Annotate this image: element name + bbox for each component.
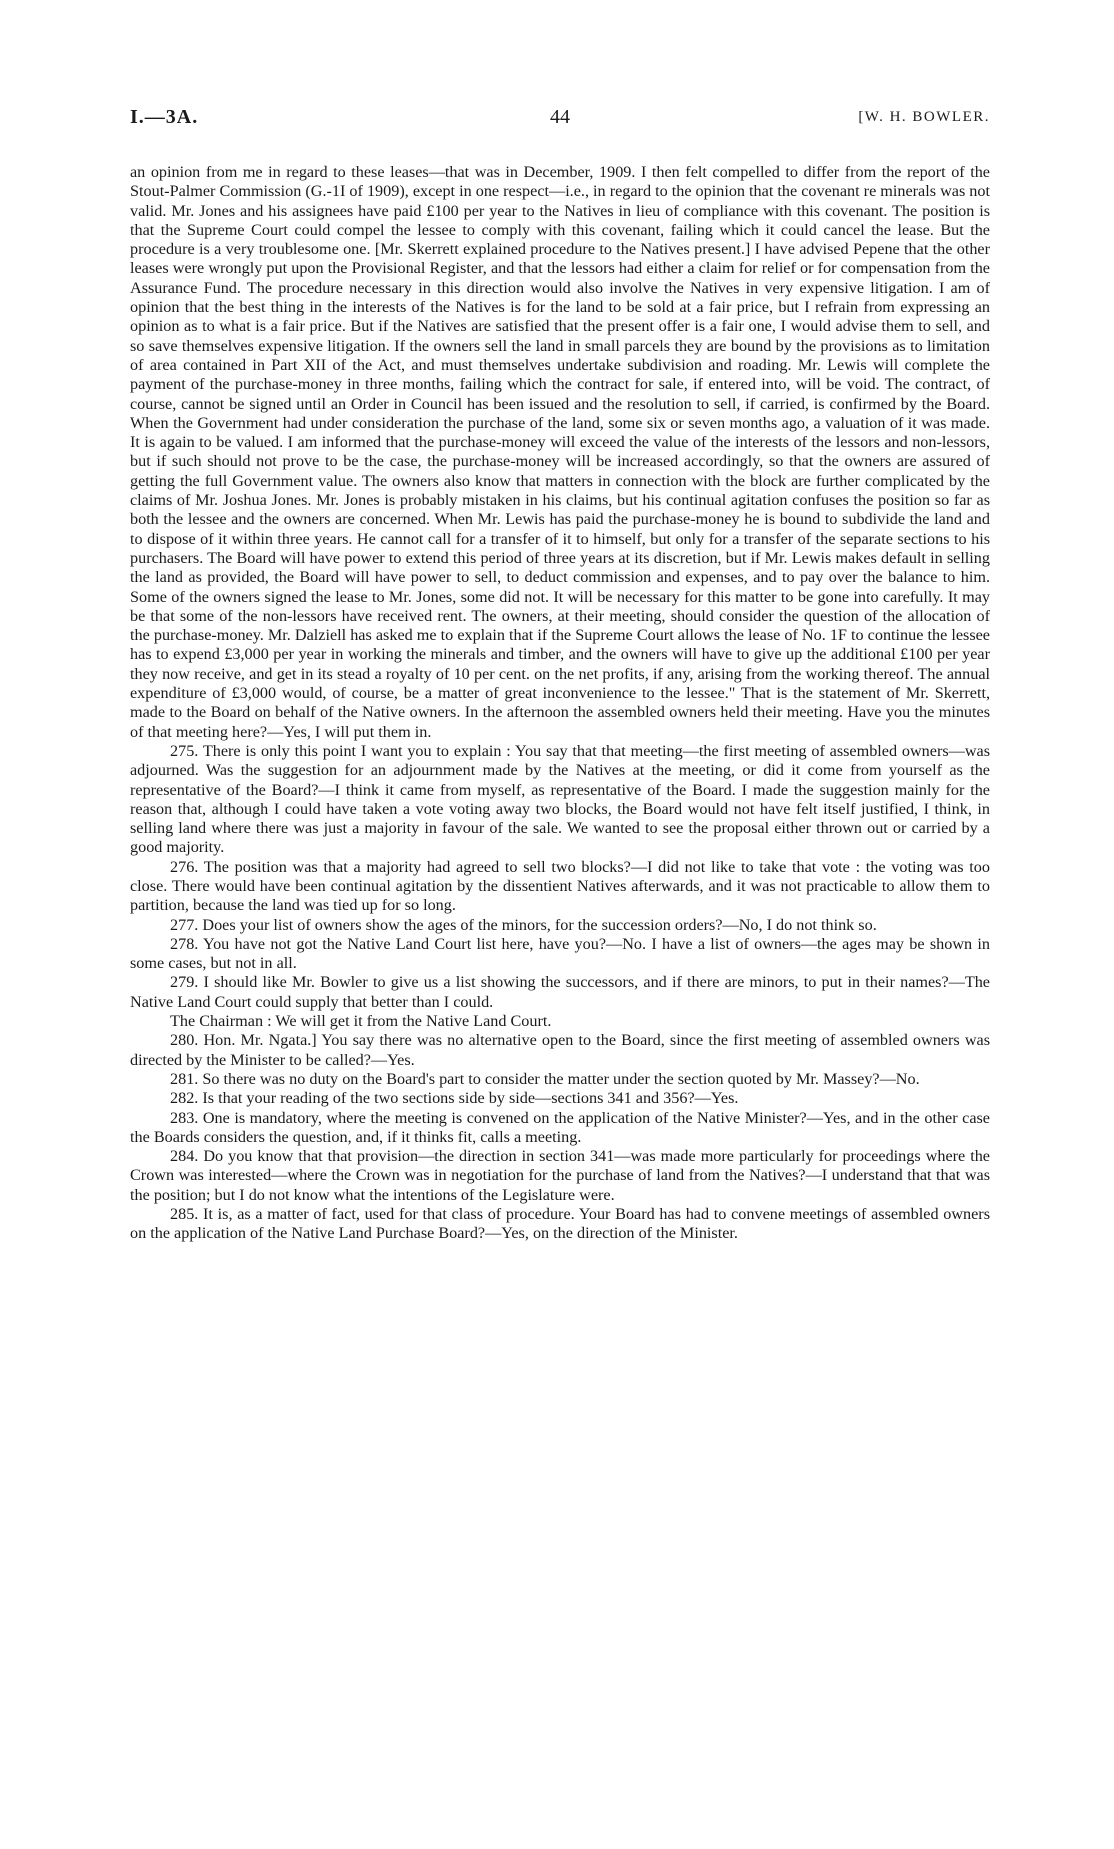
question-282: 282. Is that your reading of the two sections side by side—sections 341 and 356?—Yes. (170, 1089, 739, 1108)
statement-continuation: an opinion from me in regard to these leases—that was in December, 1909. I then felt compelled to differ from the report of the Stout-Palmer Commission (G.-1I of 1909), except in one respect—i.e., in regard to the opinion that the covenant re minerals was not valid. Mr. Jones and his assignees have paid £100 per year to the Natives in lieu of compliance with this covenant. The position is that the Supreme Court could compel the lessee to comply with this covenant, failing which it could cancel the lease. But the procedure is a very troublesome one. [Mr. Skerrett explained procedure to the Natives present.] I have advised Pepene that the other leases were wrongly put upon the Provisional Register, and that the lessors had either a claim for relief or for compensation from the Assurance Fund. The procedure necessary in this direction would also involve the Natives in very expensive litigation. I am of opinion that the best thing in the interests of the Natives is for the land to be sold at a fair price, but I refrain from expressing an opinion as to what is a fair price. But if the Natives are satisfied that the present offer is a fair one, I would advise them to sell, and so save themselves expensive litigation. If the owners sell the land in small parcels they are bound by the provisions as to limitation of area contained in Part XII of the Act, and must themselves undertake subdivision and roading. Mr. Lewis will complete the payment of the purchase-money in three months, failing which the contract for sale, if entered into, will be void. The contract, of course, cannot be signed until an Order in Council has been issued and the resolution to sell, if carried, is confirmed by the Board. When the Government had under consideration the purchase of the land, some six or seven months ago, a valuation of it was made. It is again to be valued. I am informed that the purchase-money will exceed the value of the interests of the lessors and non-lessors, but if such should not prove to be the case, the purchase-money will be increased accordingly, so that the owners are assured of getting the full Government value. The owners also know that matters in connection with the block are further complicated by the claims of Mr. Joshua Jones. Mr. Jones is probably mistaken in his claims, but his continual agitation confuses the position so far as both the lessee and the owners are concerned. When Mr. Lewis has paid the purchase-money he is bound to subdivide the land and to dispose of it within three years. He cannot call for a transfer of it to himself, but only for a transfer of the separate sections to his purchasers. The Board will have power to extend this period of three years at its discretion, but if Mr. Lewis makes default in selling the land as provided, the Board will have power to sell, to deduct commission and expenses, and to pay over the balance to him. Some of the owners signed the lease to Mr. Jones, some did not. It will be necessary for this matter to be gone into carefully. It may be that some of the non-lessors have received rent. The owners, at their meeting, should consider the question of the allocation of the purchase-money. Mr. Dalziell has asked me to explain that if the Supreme Court allows the lease of No. 1F to continue the lessee has to expend £3,000 per year in working the minerals and timber, and the owners will have to give up the additional £100 per year they now receive, and get in its stead a royalty of 10 per cent. on the net profits, if any, arising from the working thereof. The annual expenditure of £3,000 would, of course, be a matter of great inconvenience to the lessee." That is the statement of Mr. Skerrett, made to the Board on behalf of the Native owners. In the afternoon the assembled owners held their meeting. Have you the minutes of that meeting here?—Yes, I will put them in. (130, 163, 990, 741)
paper-reference: I.—3A. (130, 106, 199, 128)
question-275: 275. There is only this point I want you to explain : You say that that meeting—the first meeting of assembled owners—was adjourned. Was the suggestion for an adjournment made by the Natives at the meeting, or did it come from yourself as the representative of the Board?—I think it came from myself, as representative of the Board. I made the suggestion mainly for the reason that, although I could have taken a vote voting away two blocks, the Board would not have felt itself justified, I think, in selling land where there was just a majority in favour of the sale. We wanted to see the proposal either thrown out or carried by a good majority. (130, 741, 990, 857)
question-278: 278. You have not got the Native Land Court list here, have you?—No. I have a list of owners—the ages may be shown in some cases, but not in all. (130, 934, 990, 973)
question-277: 277. Does your list of owners show the ages of the minors, for the succession orders?—No, I do not think so. (170, 915, 877, 934)
question-280: 280. Hon. Mr. Ngata.] You say there was no alternative open to the Board, since the first meeting of assembled owners was directed by the Minister to be called?—Yes. (130, 1031, 990, 1069)
question-285: 285. It is, as a matter of fact, used for that class of procedure. Your Board has had to convene meetings of assembled owners on the application of the Native Land Purchase Board?—Yes, on the direction of the Minister. (130, 1205, 990, 1243)
question-279: 279. I should like Mr. Bowler to give us a list showing the successors, and if there are minors, to put in their names?—The Native Land Court could supply that better than I could. (130, 973, 990, 1011)
page-number: 44 (550, 106, 570, 128)
document-body (130, 163, 990, 1244)
question-276: 276. The position was that a majority had agreed to sell two blocks?—I did not like to take that vote : the voting was too close. There would have been continual agitation by the dissentient Natives afterwards, and it was not practicable to allow them to partition, because the land was tied up for so long. (130, 857, 990, 915)
question-284: 284. Do you know that that provision—the direction in section 341—was made more particularly for proceedings where the Crown was interested—where the Crown was in negotiation for the purchase of land from the Natives?—I understand that that was the position; but I do not know what the intentions of the Legislature were. (130, 1147, 990, 1204)
question-281: 281. So there was no duty on the Board's part to consider the matter under the section quoted by Mr. Massey?—No. (170, 1069, 920, 1088)
page-header (130, 108, 990, 134)
question-283: 283. One is mandatory, where the meeting is convened on the application of the Native Minister?—Yes, and in the other case the Boards considers the question, and, if it thinks fit, calls a meeting. (130, 1108, 990, 1146)
witness-name: [W. H. BOWLER. (858, 109, 990, 125)
chairman-remark: The Chairman : We will get it from the Native Land Court. (170, 1012, 552, 1031)
